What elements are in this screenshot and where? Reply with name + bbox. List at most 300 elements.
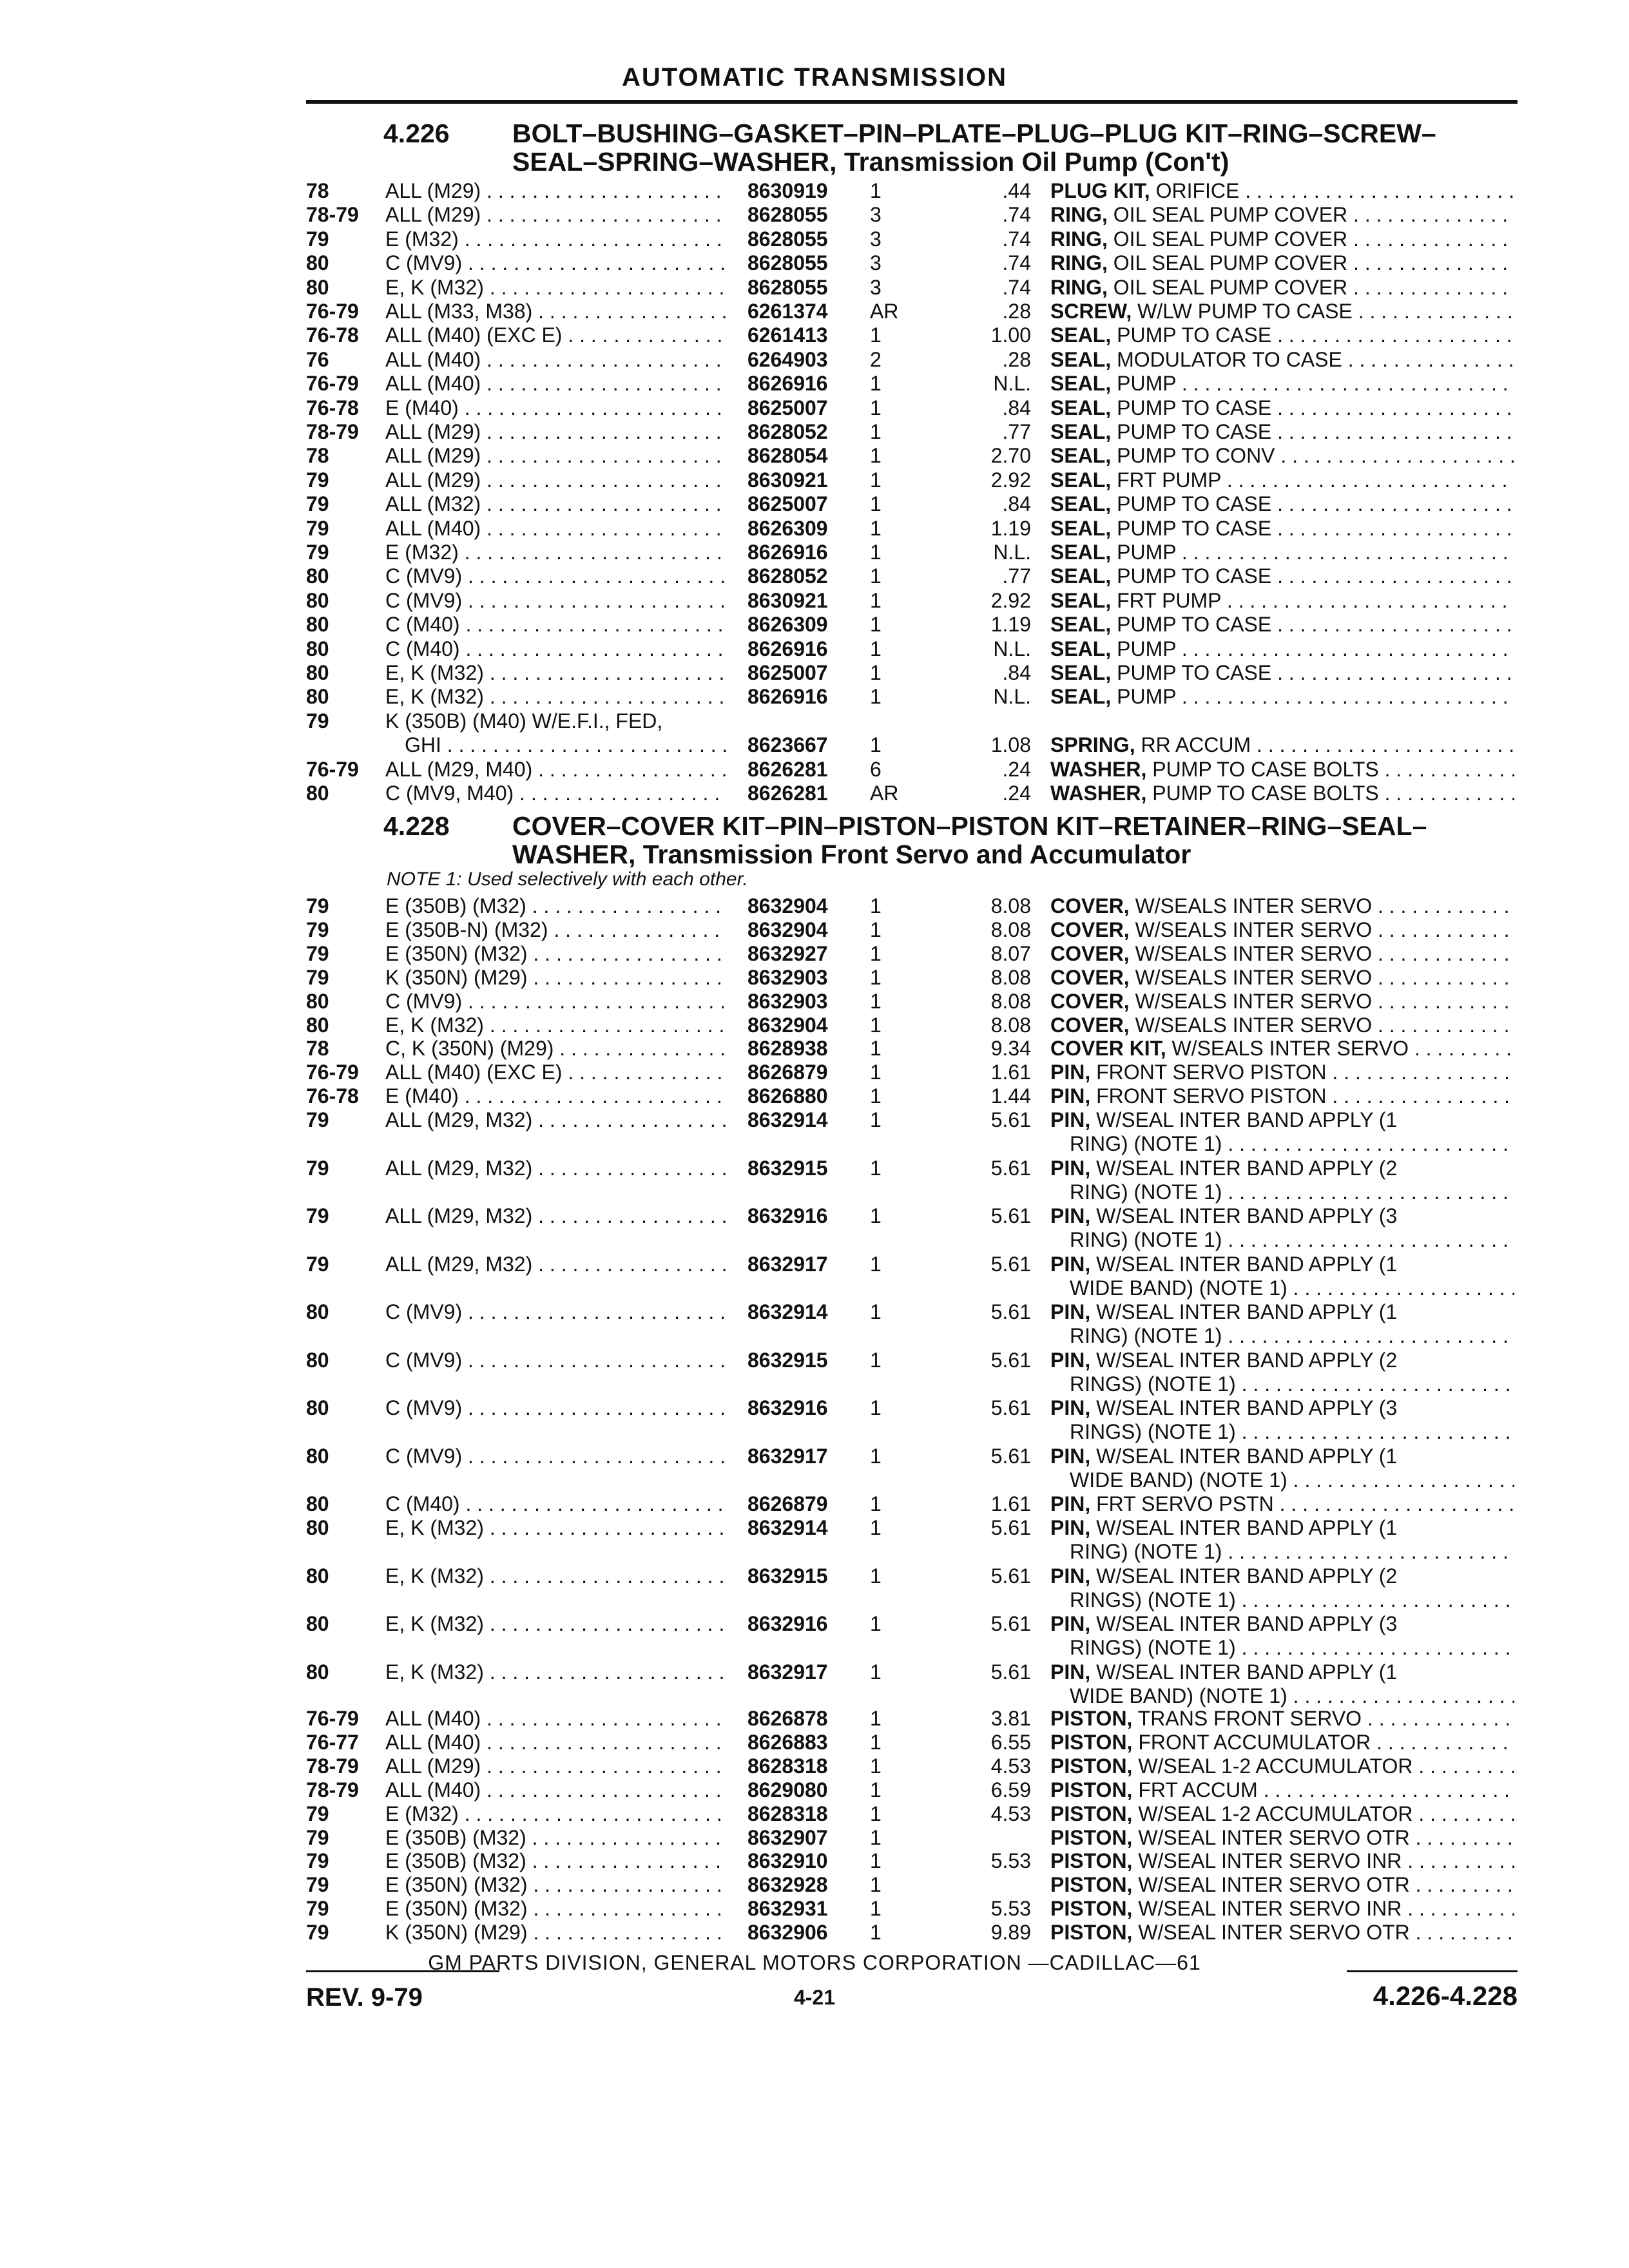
year-cell: 80 — [306, 1612, 329, 1635]
quantity-cell: 1 — [870, 1014, 882, 1037]
footer-section-range: 4.226-4.228 — [1373, 1981, 1518, 2011]
part-number-cell: 8625007 — [747, 396, 828, 419]
description-line — [1050, 918, 1514, 942]
quantity-cell: 1 — [870, 396, 882, 419]
description-text: PUMP — [1117, 372, 1176, 395]
year-cell: 80 — [306, 589, 329, 612]
quantity-cell: 1 — [870, 1921, 882, 1944]
model-cell: E (350B) (M32) . . . — [385, 1826, 727, 1850]
description-cell — [1050, 396, 1514, 420]
description-line — [1050, 1349, 1514, 1372]
price-cell: 5.61 — [990, 1660, 1031, 1684]
description-text: PUMP TO CONV — [1117, 444, 1275, 467]
model-cell: ALL (M29, M40) . . . — [385, 758, 727, 782]
description-keyword: SEAL, — [1050, 541, 1112, 564]
quantity-cell: 1 — [870, 1204, 882, 1227]
footer-company: GM PARTS DIVISION, GENERAL MOTORS CORPORATION —CADILLAC—61 — [428, 1951, 1201, 1974]
description-text: PUMP — [1117, 685, 1176, 708]
model-cell: E (350B-N) (M32) . . . — [385, 918, 727, 942]
description-line — [1050, 661, 1514, 685]
description-line: RINGS) (NOTE 1) . . . — [1050, 1588, 1514, 1612]
quantity-cell: 3 — [870, 227, 882, 251]
year-cell: 80 — [306, 782, 329, 805]
year-cell: 76-77 — [306, 1731, 359, 1754]
description-text: PUMP TO CASE — [1117, 492, 1272, 515]
description-line — [1050, 1802, 1514, 1826]
part-number-cell: 8632907 — [747, 1826, 828, 1849]
description-keyword: SEAL, — [1050, 396, 1112, 419]
section-title-line2: WASHER, Transmission Front Servo and Accumulator — [512, 840, 1191, 869]
year-cell: 76-79 — [306, 758, 359, 781]
model-cell: E, K (M32) . . . — [385, 1564, 727, 1588]
description-text: PUMP TO CASE — [1117, 564, 1272, 588]
year-cell: 79 — [306, 1253, 329, 1276]
year-cell: 78 — [306, 1037, 329, 1060]
part-number-cell: 8632910 — [747, 1849, 828, 1872]
year-cell: 79 — [306, 1826, 329, 1849]
quantity-cell: 1 — [870, 1707, 882, 1730]
description-text: FRONT SERVO PISTON — [1096, 1061, 1327, 1084]
description-text: FRONT ACCUMULATOR — [1138, 1731, 1371, 1754]
price-cell: 8.08 — [990, 1014, 1031, 1037]
quantity-cell: AR — [870, 300, 899, 323]
part-number-cell: 8628055 — [747, 203, 828, 226]
part-number-cell: 8630921 — [747, 468, 828, 492]
description-line — [1050, 1396, 1514, 1420]
description-cell — [1050, 1492, 1514, 1516]
description-line — [1050, 179, 1514, 203]
model-cell: ALL (M33, M38) . . . — [385, 300, 727, 323]
year-cell: 80 — [306, 1014, 329, 1037]
description-text: PUMP TO CASE — [1117, 517, 1272, 540]
description-keyword: SCREW, — [1050, 300, 1132, 323]
price-cell: 2.92 — [990, 589, 1031, 612]
model-cell: ALL (M29) . . . — [385, 444, 727, 468]
quantity-cell: 3 — [870, 203, 882, 226]
price-cell: 4.53 — [990, 1754, 1031, 1778]
description-line — [1050, 613, 1514, 637]
description-line — [1050, 251, 1514, 275]
description-line — [1050, 1754, 1514, 1778]
description-cell — [1050, 276, 1514, 300]
description-text: FRT ACCUM — [1138, 1778, 1258, 1802]
quantity-cell: 3 — [870, 276, 882, 299]
part-number-cell: 8632916 — [747, 1612, 828, 1635]
part-number-cell: 8628052 — [747, 564, 828, 588]
year-cell: 79 — [306, 227, 329, 251]
description-keyword: COVER, — [1050, 918, 1130, 941]
description-cell — [1050, 348, 1514, 372]
description-text: MODULATOR TO CASE — [1117, 348, 1342, 371]
description-keyword: SEAL, — [1050, 685, 1112, 708]
description-text: FRONT SERVO PISTON — [1096, 1084, 1327, 1108]
description-text: PUMP TO CASE BOLTS — [1152, 758, 1379, 781]
section-note: NOTE 1: Used selectively with each other. — [387, 869, 748, 890]
model-cell: E (M40) . . . — [385, 1084, 727, 1108]
price-cell: 5.61 — [990, 1204, 1031, 1227]
description-line — [1050, 990, 1514, 1014]
description-cell — [1050, 1802, 1514, 1826]
part-number-cell: 8626880 — [747, 1084, 828, 1108]
quantity-cell: 1 — [870, 1612, 882, 1635]
description-text: W/SEAL INTER BAND APPLY (1 — [1096, 1445, 1398, 1468]
price-cell: 8.07 — [990, 942, 1031, 965]
year-cell: 80 — [306, 276, 329, 299]
year-cell: 80 — [306, 1516, 329, 1539]
description-text: W/SEAL INTER SERVO OTR — [1138, 1873, 1410, 1896]
description-keyword: PIN, — [1050, 1108, 1091, 1131]
description-keyword: SEAL, — [1050, 348, 1112, 371]
description-text: OIL SEAL PUMP COVER — [1113, 203, 1348, 226]
price-cell: .84 — [1002, 492, 1031, 515]
part-number-cell: 8628938 — [747, 1037, 828, 1060]
description-keyword: PIN, — [1050, 1516, 1091, 1539]
description-cell — [1050, 492, 1514, 516]
quantity-cell: 2 — [870, 348, 882, 371]
header-rule — [306, 100, 1518, 104]
description-text: W/SEALS INTER SERVO — [1135, 942, 1373, 965]
model-cell: E (350B) (M32) . . . — [385, 1849, 727, 1873]
description-text: PUMP TO CASE — [1117, 420, 1272, 443]
price-cell: 5.61 — [990, 1612, 1031, 1635]
quantity-cell: 1 — [870, 966, 882, 989]
section-title-line1: BOLT–BUSHING–GASKET–PIN–PLATE–PLUG–PLUG KIT–RING–SCREW– — [512, 119, 1436, 148]
description-keyword: PIN, — [1050, 1612, 1091, 1635]
price-cell: 5.61 — [990, 1445, 1031, 1468]
description-cell — [1050, 1061, 1514, 1084]
description-line — [1050, 1492, 1514, 1516]
price-cell: .74 — [1002, 203, 1031, 226]
part-number-cell: 8632915 — [747, 1564, 828, 1588]
part-number-cell: 8632914 — [747, 1516, 828, 1539]
description-text: W/SEAL INTER BAND APPLY (2 — [1096, 1157, 1398, 1180]
description-line — [1050, 468, 1514, 492]
price-cell: 5.61 — [990, 1157, 1031, 1180]
price-cell: 4.53 — [990, 1802, 1031, 1825]
model-cell: E, K (M32) . . . — [385, 1660, 727, 1684]
part-number-cell: 8632904 — [747, 918, 828, 941]
model-cell: C (MV9) . . . — [385, 564, 727, 588]
part-number-cell: 8632917 — [747, 1445, 828, 1468]
quantity-cell: 1 — [870, 541, 882, 564]
description-cell — [1050, 1445, 1514, 1492]
model-cell: C (MV9, M40) . . . — [385, 782, 727, 805]
description-line — [1050, 589, 1514, 613]
description-cell — [1050, 894, 1514, 918]
description-cell — [1050, 1084, 1514, 1108]
year-cell: 76-78 — [306, 1084, 359, 1108]
quantity-cell: 1 — [870, 179, 882, 202]
description-keyword: SEAL, — [1050, 637, 1112, 660]
description-line — [1050, 1084, 1514, 1108]
part-number-cell: 8632928 — [747, 1873, 828, 1896]
description-cell — [1050, 300, 1514, 323]
year-cell: 79 — [306, 1897, 329, 1920]
price-cell: .44 — [1002, 179, 1031, 202]
section-number: 4.226 — [383, 119, 450, 148]
price-cell: .24 — [1002, 758, 1031, 781]
part-number-cell: 8632904 — [747, 894, 828, 918]
description-text: OIL SEAL PUMP COVER — [1113, 251, 1348, 274]
description-cell — [1050, 1349, 1514, 1396]
part-number-cell: 8626879 — [747, 1061, 828, 1084]
description-text: W/SEAL INTER BAND APPLY (3 — [1096, 1612, 1398, 1635]
model-cell: E (350N) (M32) . . . — [385, 1897, 727, 1921]
description-cell — [1050, 1897, 1514, 1921]
section-number: 4.228 — [383, 811, 450, 841]
description-text: W/SEAL INTER SERVO OTR — [1138, 1826, 1410, 1849]
price-cell: 1.61 — [990, 1061, 1031, 1084]
price-cell: 8.08 — [990, 918, 1031, 941]
quantity-cell: 1 — [870, 637, 882, 660]
description-cell — [1050, 1778, 1514, 1802]
quantity-cell: 1 — [870, 1778, 882, 1802]
description-keyword: RING, — [1050, 227, 1108, 251]
description-keyword: RING, — [1050, 276, 1108, 299]
description-line: RING) (NOTE 1) . . . — [1050, 1132, 1514, 1156]
description-line — [1050, 1612, 1514, 1636]
model-cell: ALL (M29, M32) . . . — [385, 1157, 727, 1180]
year-cell: 76-79 — [306, 1061, 359, 1084]
quantity-cell: 1 — [870, 1516, 882, 1539]
price-cell: 5.53 — [990, 1897, 1031, 1920]
price-cell: .77 — [1002, 564, 1031, 588]
description-cell — [1050, 1564, 1514, 1612]
part-number-cell: 8632917 — [747, 1253, 828, 1276]
description-text: W/SEALS INTER SERVO — [1135, 918, 1373, 941]
description-cell — [1050, 1253, 1514, 1300]
year-cell: 78 — [306, 444, 329, 467]
part-number-cell: 8626916 — [747, 372, 828, 395]
description-line — [1050, 1157, 1514, 1180]
model-cell: C, K (350N) (M29) . . . — [385, 1037, 727, 1061]
year-cell: 80 — [306, 1445, 329, 1468]
part-number-cell: 8632915 — [747, 1349, 828, 1372]
price-cell: 5.61 — [990, 1396, 1031, 1419]
model-line: K (350B) (M40) W/E.F.I., FED, — [385, 709, 663, 733]
year-cell: 80 — [306, 1349, 329, 1372]
part-number-cell: 8632916 — [747, 1204, 828, 1227]
price-cell: 8.08 — [990, 894, 1031, 918]
description-keyword: SEAL, — [1050, 589, 1112, 612]
description-keyword: SEAL, — [1050, 468, 1112, 492]
quantity-cell: 1 — [870, 1897, 882, 1920]
description-cell — [1050, 1754, 1514, 1778]
part-number-cell: 8632915 — [747, 1157, 828, 1180]
part-number-cell: 8626916 — [747, 541, 828, 564]
price-cell: 1.61 — [990, 1492, 1031, 1515]
description-text: PUMP TO CASE — [1117, 323, 1272, 347]
description-line — [1050, 1253, 1514, 1276]
description-keyword: COVER, — [1050, 894, 1130, 918]
description-text: OIL SEAL PUMP COVER — [1113, 276, 1348, 299]
price-cell: .28 — [1002, 348, 1031, 371]
description-keyword: PISTON, — [1050, 1731, 1133, 1754]
quantity-cell: 1 — [870, 1849, 882, 1872]
description-line: WIDE BAND) (NOTE 1) . . . — [1050, 1276, 1514, 1300]
quantity-cell: 1 — [870, 1157, 882, 1180]
description-cell — [1050, 1849, 1514, 1873]
description-line: RINGS) (NOTE 1) . . . — [1050, 1420, 1514, 1444]
description-cell — [1050, 564, 1514, 588]
description-cell — [1050, 1108, 1514, 1156]
part-number-cell: 8625007 — [747, 492, 828, 515]
description-line: RING) (NOTE 1) . . . — [1050, 1540, 1514, 1564]
quantity-cell: 1 — [870, 1300, 882, 1323]
description-keyword: PIN, — [1050, 1564, 1091, 1588]
year-cell: 76-79 — [306, 300, 359, 323]
quantity-cell: 1 — [870, 372, 882, 395]
model-cell: E, K (M32) . . . — [385, 276, 727, 300]
model-cell: C (M40) . . . — [385, 1492, 727, 1516]
year-cell: 78-79 — [306, 203, 359, 226]
year-cell: 76-78 — [306, 323, 359, 347]
year-cell: 76 — [306, 348, 329, 371]
price-cell: 1.19 — [990, 517, 1031, 540]
description-text: TRANS FRONT SERVO — [1137, 1707, 1362, 1730]
description-line — [1050, 203, 1514, 227]
price-cell: .28 — [1002, 300, 1031, 323]
description-keyword: PIN, — [1050, 1084, 1091, 1108]
year-cell: 76-79 — [306, 1707, 359, 1730]
part-number-cell: 8626883 — [747, 1731, 828, 1754]
description-text: W/SEALS INTER SERVO — [1135, 990, 1373, 1013]
description-keyword: WASHER, — [1050, 782, 1147, 805]
description-text: W/SEAL INTER BAND APPLY (2 — [1096, 1349, 1398, 1372]
description-keyword: COVER, — [1050, 990, 1130, 1013]
price-cell: .24 — [1002, 782, 1031, 805]
model-cell: C (MV9) . . . — [385, 1300, 727, 1324]
description-cell — [1050, 1516, 1514, 1564]
description-line — [1050, 276, 1514, 300]
description-text: W/SEAL 1-2 ACCUMULATOR — [1138, 1754, 1413, 1778]
description-line — [1050, 942, 1514, 966]
model-cell: C (MV9) . . . — [385, 1396, 727, 1420]
year-cell: 80 — [306, 685, 329, 708]
description-line — [1050, 1778, 1514, 1802]
price-cell: 8.08 — [990, 990, 1031, 1013]
description-keyword: RING, — [1050, 251, 1108, 274]
quantity-cell: 1 — [870, 444, 882, 467]
part-number-cell: 8632903 — [747, 990, 828, 1013]
price-cell: .74 — [1002, 251, 1031, 274]
description-text: W/SEAL INTER SERVO INR — [1138, 1897, 1402, 1920]
part-number-cell: 8626281 — [747, 782, 828, 805]
description-line — [1050, 372, 1514, 396]
price-cell: 5.61 — [990, 1108, 1031, 1131]
part-number-cell: 8632917 — [747, 1660, 828, 1684]
description-keyword: SEAL, — [1050, 323, 1112, 347]
quantity-cell: 1 — [870, 942, 882, 965]
part-number-cell: 8626916 — [747, 637, 828, 660]
description-cell — [1050, 1612, 1514, 1660]
model-cell: ALL (M40) (EXC E) . . . — [385, 1061, 727, 1084]
quantity-cell: AR — [870, 782, 899, 805]
description-line: WIDE BAND) (NOTE 1) . . . — [1050, 1468, 1514, 1492]
model-cell: E (M32) . . . — [385, 541, 727, 564]
description-keyword: PISTON, — [1050, 1849, 1133, 1872]
quantity-cell: 1 — [870, 589, 882, 612]
price-cell: 1.08 — [990, 733, 1031, 756]
description-cell — [1050, 1660, 1514, 1708]
section-title-line2: SEAL–SPRING–WASHER, Transmission Oil Pump (Con't) — [512, 147, 1229, 177]
description-keyword: SPRING, — [1050, 733, 1135, 756]
year-cell: 79 — [306, 1849, 329, 1872]
description-cell — [1050, 1300, 1514, 1348]
description-line — [1050, 758, 1514, 782]
description-text: W/SEAL 1-2 ACCUMULATOR — [1138, 1802, 1413, 1825]
year-cell: 80 — [306, 1396, 329, 1419]
description-keyword: SEAL, — [1050, 492, 1112, 515]
description-keyword: PISTON, — [1050, 1754, 1133, 1778]
quantity-cell: 1 — [870, 1802, 882, 1825]
description-keyword: PIN, — [1050, 1253, 1091, 1276]
model-cell: ALL (M29) . . . — [385, 420, 727, 444]
description-keyword: PIN, — [1050, 1445, 1091, 1468]
part-number-cell: 8628055 — [747, 251, 828, 274]
quantity-cell: 6 — [870, 758, 882, 781]
model-cell: E, K (M32) . . . — [385, 685, 727, 709]
price-cell: 6.55 — [990, 1731, 1031, 1754]
description-cell — [1050, 541, 1514, 564]
quantity-cell: 1 — [870, 468, 882, 492]
year-cell: 79 — [306, 966, 329, 989]
price-cell: 5.61 — [990, 1564, 1031, 1588]
price-cell: N.L. — [993, 541, 1031, 564]
model-line: GHI . . . — [385, 733, 727, 757]
quantity-cell: 1 — [870, 1660, 882, 1684]
part-number-cell: 8632903 — [747, 966, 828, 989]
description-keyword: PIN, — [1050, 1204, 1091, 1227]
description-line — [1050, 444, 1514, 468]
description-line — [1050, 1516, 1514, 1540]
model-cell: C (MV9) . . . — [385, 990, 727, 1014]
part-number-cell: 8628052 — [747, 420, 828, 443]
description-keyword: PIN, — [1050, 1492, 1091, 1515]
quantity-cell: 1 — [870, 1061, 882, 1084]
description-line — [1050, 1445, 1514, 1468]
quantity-cell: 1 — [870, 613, 882, 636]
description-keyword: COVER, — [1050, 942, 1130, 965]
description-keyword: PISTON, — [1050, 1802, 1133, 1825]
model-cell — [385, 709, 727, 757]
year-cell: 80 — [306, 251, 329, 274]
model-cell: E, K (M32) . . . — [385, 1516, 727, 1540]
quantity-cell: 3 — [870, 251, 882, 274]
description-cell — [1050, 444, 1514, 468]
model-cell: E (M32) . . . — [385, 1802, 727, 1826]
price-cell: 5.61 — [990, 1349, 1031, 1372]
description-line: RINGS) (NOTE 1) . . . — [1050, 1636, 1514, 1660]
description-line: RING) (NOTE 1) . . . — [1050, 1228, 1514, 1252]
part-number-cell: 8632931 — [747, 1897, 828, 1920]
description-cell — [1050, 517, 1514, 541]
description-cell — [1050, 468, 1514, 492]
year-cell: 79 — [306, 918, 329, 941]
description-line — [1050, 1660, 1514, 1684]
model-cell: C (MV9) . . . — [385, 589, 727, 613]
year-cell: 80 — [306, 1660, 329, 1684]
year-cell: 80 — [306, 1300, 329, 1323]
description-cell — [1050, 1204, 1514, 1252]
description-text: W/SEALS INTER SERVO — [1135, 1014, 1373, 1037]
footer-page-number: 4-21 — [793, 1986, 836, 2009]
year-cell: 78-79 — [306, 1754, 359, 1778]
year-cell: 79 — [306, 1921, 329, 1944]
year-cell: 80 — [306, 1564, 329, 1588]
description-line: RING) (NOTE 1) . . . — [1050, 1324, 1514, 1348]
price-cell: 2.92 — [990, 468, 1031, 492]
